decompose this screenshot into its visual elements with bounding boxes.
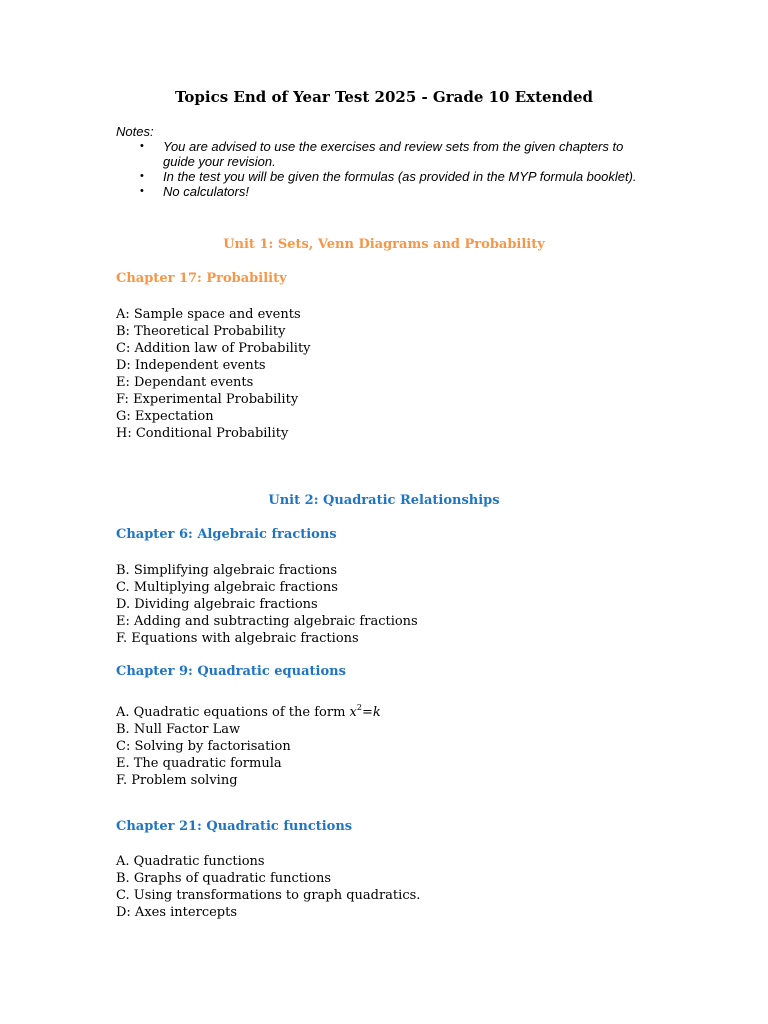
topic-item: D: Independent events: [116, 358, 266, 373]
notes-list: [116, 139, 656, 199]
chapter-9-topic-list: [116, 699, 381, 789]
topic-item: H: Conditional Probability: [116, 426, 289, 441]
topic-item: D. Dividing algebraic fractions: [116, 597, 318, 612]
topic-item: D: Axes intercepts: [116, 905, 238, 920]
chapter-6-heading: Chapter 6: Algebraic fractions: [116, 527, 337, 542]
note-item: • You are advised to use the exercises and review sets from the given chapters to guide your revision.: [140, 139, 624, 169]
topic-item: E: Adding and subtracting algebraic fractions: [116, 614, 418, 629]
page-title: Topics End of Year Test 2025 - Grade 10 Extended: [174, 88, 593, 106]
bullet-icon: •: [140, 170, 144, 182]
unit-1-heading: Unit 1: Sets, Venn Diagrams and Probability: [223, 237, 545, 252]
topic-item: B. Null Factor Law: [116, 722, 241, 737]
chapter-21-topic-list: [116, 853, 420, 921]
bullet-icon: •: [140, 185, 144, 197]
notes-section: [116, 124, 656, 199]
topic-item: F. Equations with algebraic fractions: [116, 631, 359, 646]
math-expression: $x^2=k$: [349, 703, 381, 720]
note-item: • In the test you will be given the formulas (as provided in the MYP formula booklet).: [140, 169, 637, 184]
chapter-17-topic-list: [116, 306, 311, 442]
chapter-9-heading: Chapter 9: Quadratic equations: [116, 664, 346, 679]
topic-item: B: Theoretical Probability: [116, 324, 286, 339]
topic-item: B. Graphs of quadratic functions: [116, 871, 332, 886]
note-item: • No calculators!: [140, 184, 249, 199]
notes-label: Notes:: [116, 124, 154, 139]
topic-item: A. Quadratic equations of the form $x^2=k$: [116, 703, 381, 720]
topic-item: C: Addition law of Probability: [116, 341, 311, 356]
chapter-21-heading: Chapter 21: Quadratic functions: [116, 819, 353, 834]
unit-2-heading: Unit 2: Quadratic Relationships: [268, 493, 500, 508]
bullet-icon: •: [140, 140, 144, 152]
topic-item: F. Problem solving: [116, 773, 238, 788]
topic-item: A: Sample space and events: [116, 307, 301, 322]
topic-item: G: Expectation: [116, 409, 214, 424]
topic-item: C: Solving by factorisation: [116, 739, 291, 754]
topic-item: E. The quadratic formula: [116, 756, 282, 771]
chapter-6-topic-list: [116, 562, 418, 647]
topic-item: C. Using transformations to graph quadratics.: [116, 888, 421, 903]
topic-item: E: Dependant events: [116, 375, 254, 390]
topic-item: A. Quadratic functions: [116, 854, 265, 869]
topic-item: B. Simplifying algebraic fractions: [116, 563, 338, 578]
topic-item: F: Experimental Probability: [116, 392, 299, 407]
topic-item: C. Multiplying algebraic fractions: [116, 580, 338, 595]
chapter-17-heading: Chapter 17: Probability: [116, 271, 287, 286]
